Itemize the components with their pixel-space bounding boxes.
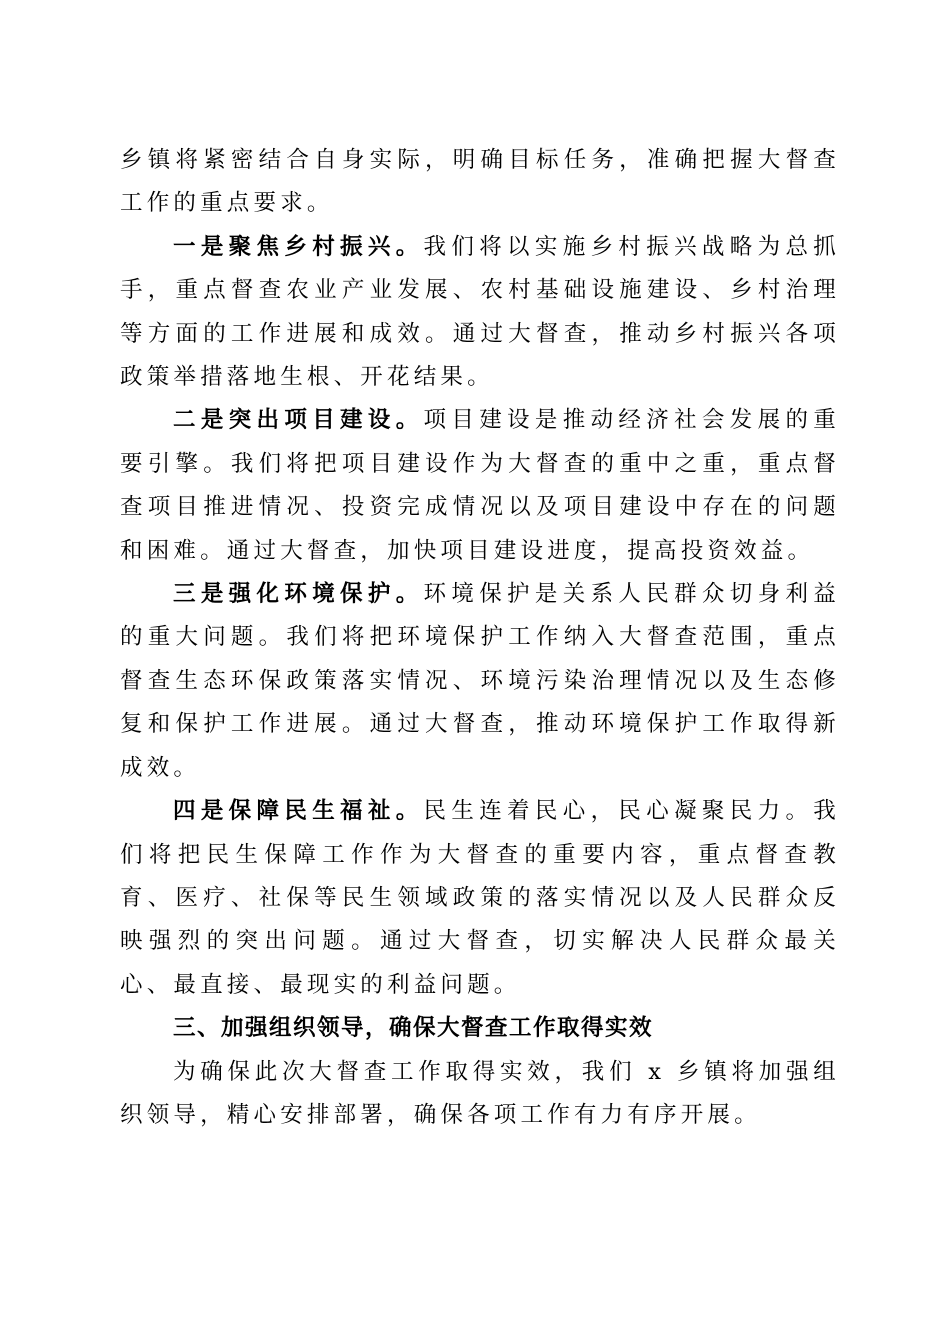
paragraph-rural-revitalization (120, 226, 840, 400)
paragraph-lead: 一是聚焦乡村振兴。 (173, 233, 424, 260)
section-heading: 三、加强组织领导，确保大督查工作取得实效 (173, 1015, 654, 1042)
paragraph-text: 环境保护是关系人民群众切身利益的重大问题。我们将把环境保护工作纳入大督查范围，重点督查生态环保政策落实情况、环境污染治理情况以及生态修复和保护工作进展。通过大督查，推动环境保护工作取得新成效。 (120, 581, 840, 781)
paragraph-text: 民生连着民心，民心凝聚民力。我们将把民生保障工作作为大督查的重要内容，重点督查教育、医疗、社保等民生领域政策的落实情况以及人民群众反映强烈的突出问题。通过大督查，切实解决人民群众最关心、最直接、最现实的利益问题。 (120, 798, 840, 998)
paragraph-environmental-protection (120, 573, 840, 790)
paragraph-text: 我们将以实施乡村振兴战略为总抓手，重点督查农业产业发展、农村基础设施建设、乡村治理等方面的工作进展和成效。通过大督查，推动乡村振兴各项政策举措落地生根、开花结果。 (120, 233, 840, 391)
paragraph-lead: 三是强化环境保护。 (173, 581, 424, 608)
paragraph-project-construction (120, 399, 840, 573)
paragraph-text: 为确保此次大督查工作取得实效，我们 x 乡镇将加强组织领导，精心安排部署，确保各项工作有力有序开展。 (120, 1058, 840, 1128)
paragraph-text: 项目建设是推动经济社会发展的重要引擎。我们将把项目建设作为大督查的重中之重，重点督查项目推进情况、投资完成情况以及项目建设中存在的问题和困难。通过大督查，加快项目建设进度，提高投资效益。 (120, 407, 840, 564)
paragraph-text: 乡镇将紧密结合自身实际，明确目标任务，准确把握大督查工作的重点要求。 (120, 147, 840, 217)
paragraph-lead: 二是突出项目建设。 (173, 407, 424, 434)
paragraph-livelihood-welfare (120, 790, 840, 1007)
document-page (120, 139, 840, 1137)
paragraph-intro-continuation (120, 139, 840, 226)
paragraph-lead: 四是保障民生福祉。 (173, 798, 424, 825)
paragraph-closing (120, 1051, 840, 1138)
